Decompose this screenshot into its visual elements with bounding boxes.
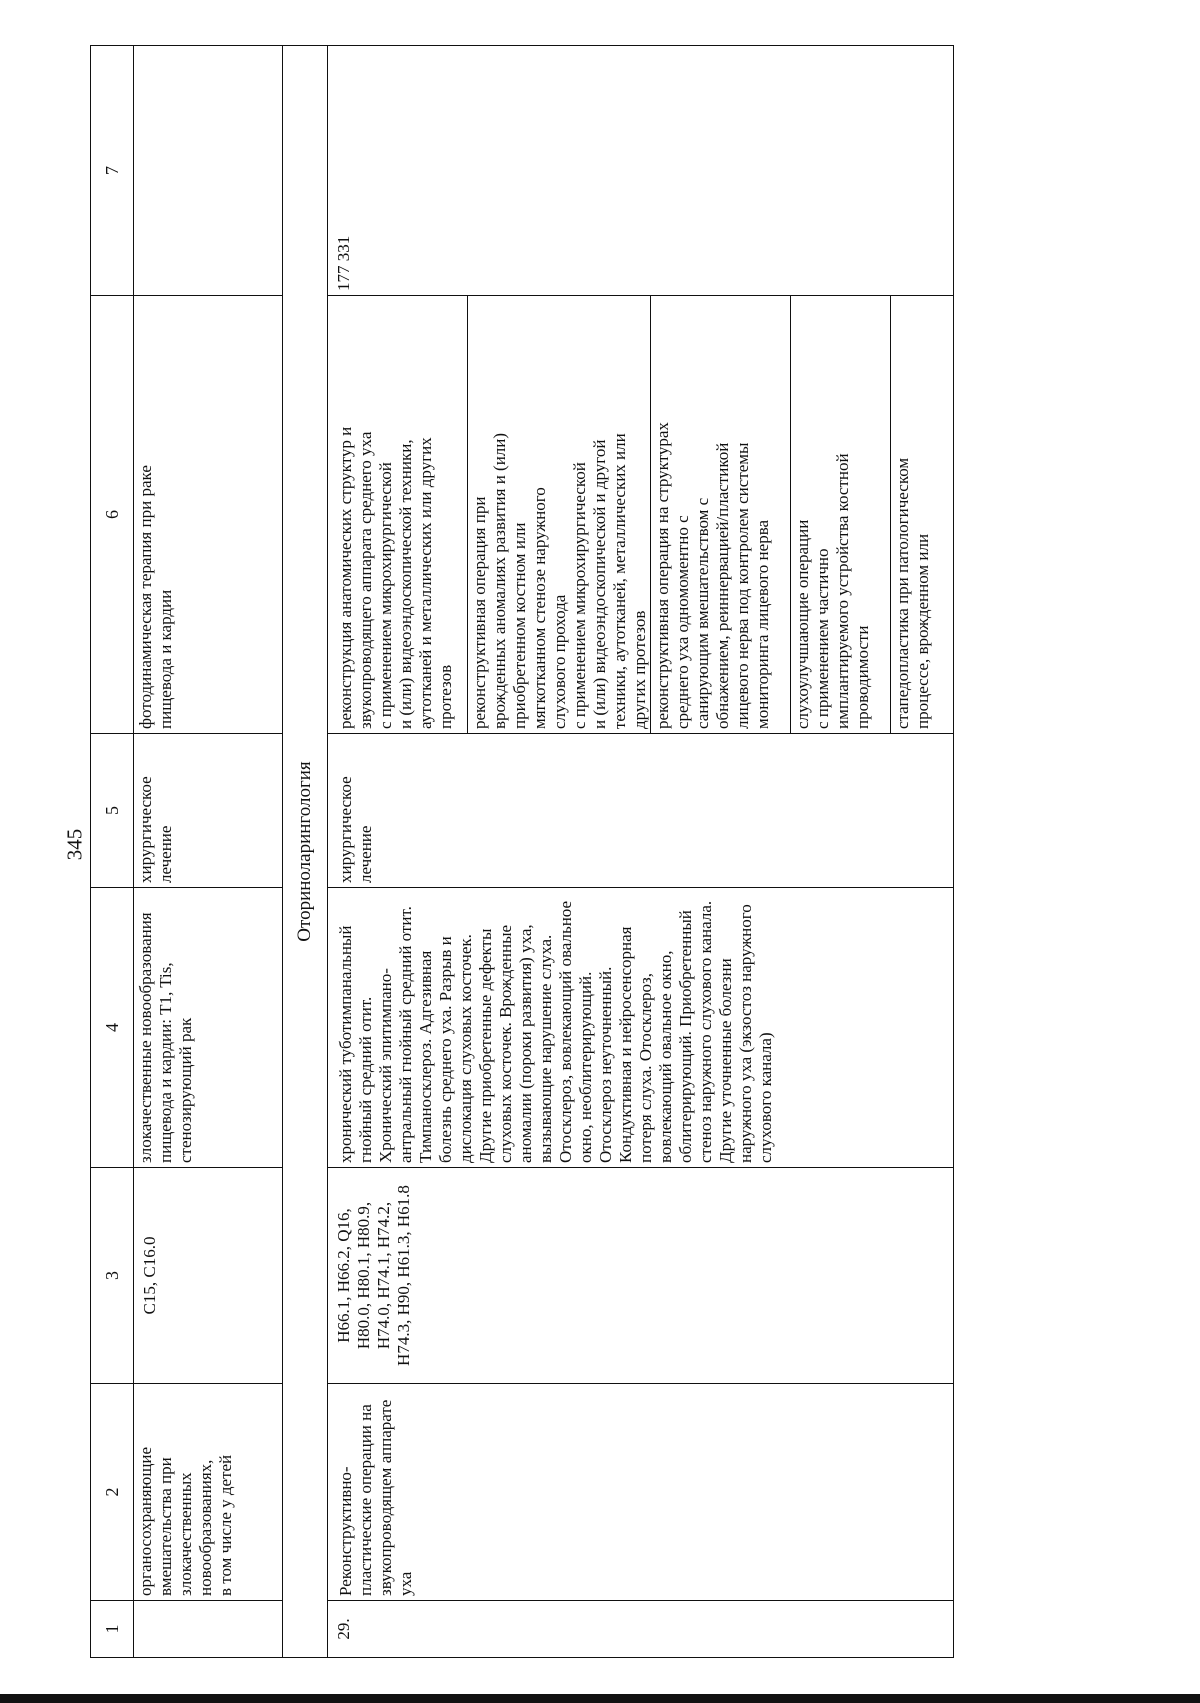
column-number-row: [91, 46, 134, 1658]
intervention-group-text: органосохраняющие вмешательства при злокачественных новообразованиях, в том числе у детей: [136, 1446, 235, 1596]
diagnosis-cell: [134, 888, 283, 1168]
intervention-group-text: Реконструктивно- пластические операции на звукопроводящем аппарате уха: [336, 1399, 415, 1596]
row-number-text: 29.: [334, 1618, 353, 1640]
treatment-type-cell: [134, 734, 283, 888]
table-row-29: [328, 46, 954, 1658]
method-block-2: реконструктивная операция при врожденных аномалиях развития и (или) приобретенном костном или мягкотканном стенозе наружного слухового прохода с применением микрохирургической и (или) видеоэндоскопической и другой техники, аутотканей, металлических или других протезов: [468, 296, 651, 733]
cost-text: [134, 46, 146, 295]
diagnosis-text: злокачественные новообразования пищевода и кардии: T1, Tis, стенозирующий рак: [136, 912, 195, 1163]
row-number-cell: [134, 1601, 283, 1658]
icd-codes-text: H66.1, H66.2, Q16, H80.0, H80.1, H80.9, H74.0, H74.1, H74.2, H74.3, H90, H61.3, H61.8: [334, 1185, 413, 1366]
header-col-6: 6: [91, 296, 134, 734]
header-col-4: 4: [91, 888, 134, 1168]
cost-text: 177 331: [334, 235, 353, 291]
header-col-1: 1: [91, 1601, 134, 1658]
header-col-2: 2: [91, 1384, 134, 1601]
diagnosis-text: хронический туботимпанальный гнойный средний отит. Хронический эпитимпано- антральный гнойный средний отит. Тимпаносклероз. Адгезивная болезнь среднего уха. Разрыв и дислокация слуховых косточек. Другие приобретенные дефекты слуховых косточек. Врожденные аномалии (пороки развития) уха, вызывающие нарушение слуха. Отосклероз, вовлекающий овальное окно, необлитерирующий. Отосклероз неуточненный. Кондуктивная и нейросенсорная потеря слуха. Отосклероз, вовлекающий овальное окно, облитерирующий. Приобретенный стеноз наружного слухового канала. Другие уточненные болезни наружного уха (экзостоз наружного слухового канала): [336, 900, 775, 1163]
icd-codes-text: C15, C16.0: [140, 1236, 159, 1315]
icd-codes-cell: [134, 1168, 283, 1384]
diagnosis-cell: [328, 888, 954, 1168]
method-text: фотодинамическая терапия при раке пищевода и кардии: [136, 465, 175, 729]
method-block-4: слухоулучшающие операции с применением частично имплантируемого устройства костной проводимости: [791, 296, 891, 733]
method-block-5: стапедопластика при патологическом процессе, врожденном или: [893, 457, 932, 729]
cost-cell: [328, 46, 954, 296]
method-cell: [134, 296, 283, 734]
treatment-type-cell: [328, 734, 954, 888]
header-col-3: 3: [91, 1168, 134, 1384]
method-block-1: реконструкция анатомических структур и звукопроводящего аппарата среднего уха с применением микрохирургической и (или) видеоэндоскопической техники, аутотканей и металлических или других протезов: [328, 296, 468, 733]
cost-cell: [134, 46, 283, 296]
row-number-cell: [328, 1601, 954, 1658]
treatment-type-text: хирургическое лечение: [136, 776, 175, 883]
table-row-continued: [134, 46, 283, 1658]
header-col-7: 7: [91, 46, 134, 296]
rotated-table-page: [90, 46, 1100, 1658]
page-number: 345: [62, 828, 87, 861]
treatment-type-text: хирургическое лечение: [336, 776, 375, 883]
section-title: Оториноларингология: [283, 46, 328, 1658]
scan-bottom-edge: [0, 1694, 1200, 1703]
intervention-group-cell: [328, 1384, 954, 1601]
intervention-group-cell: [134, 1384, 283, 1601]
section-row: [283, 46, 328, 1658]
method-block-3: реконструктивная операция на структурах среднего уха одномоментно с санирующим вмешательством с обнажением, реиннервацией/пластикой лицевого нерва под контролем системы мониторинга лицевого нерва: [651, 296, 791, 733]
icd-codes-cell: [328, 1168, 954, 1384]
method-cell: [328, 296, 954, 734]
medical-care-table: [90, 45, 954, 1658]
header-col-5: 5: [91, 734, 134, 888]
